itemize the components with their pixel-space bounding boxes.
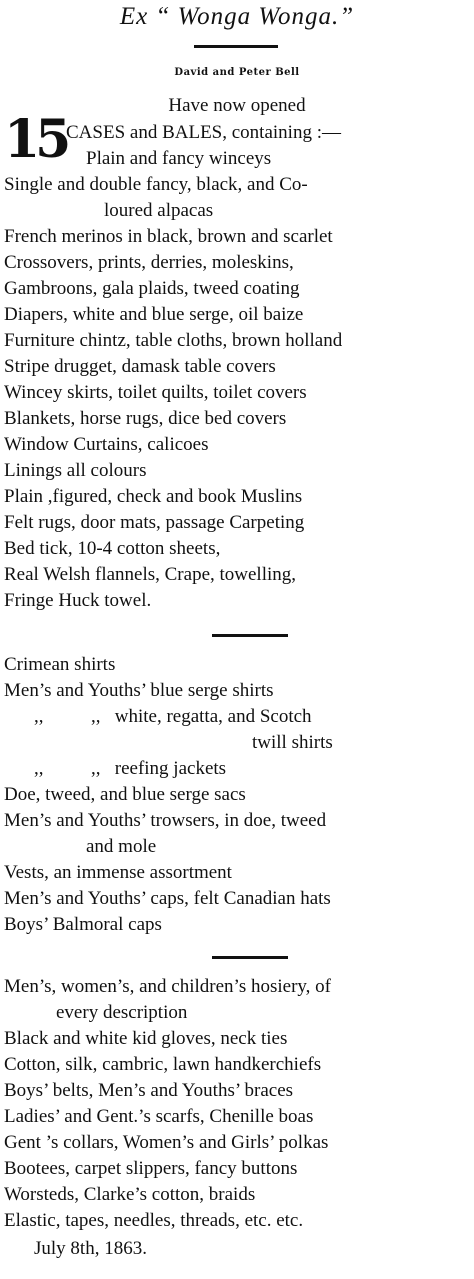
list-item: Crimean shirts (4, 654, 116, 675)
opened-line: Have now opened (168, 95, 306, 116)
list-item: Real Welsh flannels, Crape, towelling, (4, 564, 297, 585)
list-item: and mole (86, 836, 157, 857)
list-item: Ladies’ and Gent.’s scarfs, Chenille boas (4, 1106, 314, 1127)
list-item: Men’s and Youths’ trowsers, in doe, tweed (4, 810, 327, 831)
list-item: Worsteds, Clarke’s cotton, braids (4, 1184, 256, 1205)
list-item: Black and white kid gloves, neck ties (4, 1028, 288, 1049)
list-item: Gent ’s collars, Women’s and Girls’ polkas (4, 1132, 329, 1153)
list-item: Window Curtains, calicoes (4, 434, 209, 455)
list-item: Fringe Huck towel. (4, 590, 152, 611)
heading-rule (194, 45, 278, 48)
list-item: every description (56, 1002, 188, 1023)
list-item: Cotton, silk, cambric, lawn handkerchiefs (4, 1054, 322, 1075)
advert-date: July 8th, 1863. (34, 1238, 147, 1259)
case-count: 15 (4, 109, 67, 170)
list-item: Boys’ Balmoral caps (4, 914, 162, 935)
list-item: Vests, an immense assortment (4, 862, 232, 883)
list-item: Bed tick, 10-4 cotton sheets, (4, 538, 221, 559)
list-item: Crossovers, prints, derries, moleskins, (4, 252, 294, 273)
list-item: Boys’ belts, Men’s and Youths’ braces (4, 1080, 294, 1101)
list-item: Doe, tweed, and blue serge sacs (4, 784, 246, 805)
section-rule (212, 956, 288, 959)
list-item: ,, ,, white, regatta, and Scotch (34, 706, 312, 727)
firm-name: David and Peter Bell (174, 67, 300, 78)
list-item: French merinos in black, brown and scarlet (4, 226, 333, 247)
list-item: Men’s and Youths’ caps, felt Canadian hats (4, 888, 331, 909)
list-item: Stripe drugget, damask table covers (4, 356, 276, 377)
section-rule (212, 634, 288, 637)
list-item: Men’s and Youths’ blue serge shirts (4, 680, 274, 701)
list-item: Wincey skirts, toilet quilts, toilet covers (4, 382, 307, 403)
list-item: Plain ,figured, check and book Muslins (4, 486, 303, 507)
list-item: Blankets, horse rugs, dice bed covers (4, 408, 287, 429)
list-item: Felt rugs, door mats, passage Carpeting (4, 512, 305, 533)
list-item: Gambroons, gala plaids, tweed coating (4, 278, 300, 299)
list-item: Single and double fancy, black, and Co- (4, 174, 308, 195)
list-item: ,, ,, reefing jackets (34, 758, 227, 779)
list-item: twill shirts (252, 732, 333, 753)
list-item: Men’s, women’s, and children’s hosiery, of (4, 976, 331, 997)
list-item: Elastic, tapes, needles, threads, etc. etc. (4, 1210, 304, 1231)
list-item: Furniture chintz, table cloths, brown holland (4, 330, 343, 351)
list-item: loured alpacas (104, 200, 214, 221)
ship-heading: Ex “ Wonga Wonga.” (119, 3, 355, 30)
cases-line: CASES and BALES, containing :— (66, 122, 341, 143)
list-item: Plain and fancy winceys (86, 148, 272, 169)
list-item: Linings all colours (4, 460, 147, 481)
list-item: Diapers, white and blue serge, oil baize (4, 304, 304, 325)
list-item: Bootees, carpet slippers, fancy buttons (4, 1158, 298, 1179)
